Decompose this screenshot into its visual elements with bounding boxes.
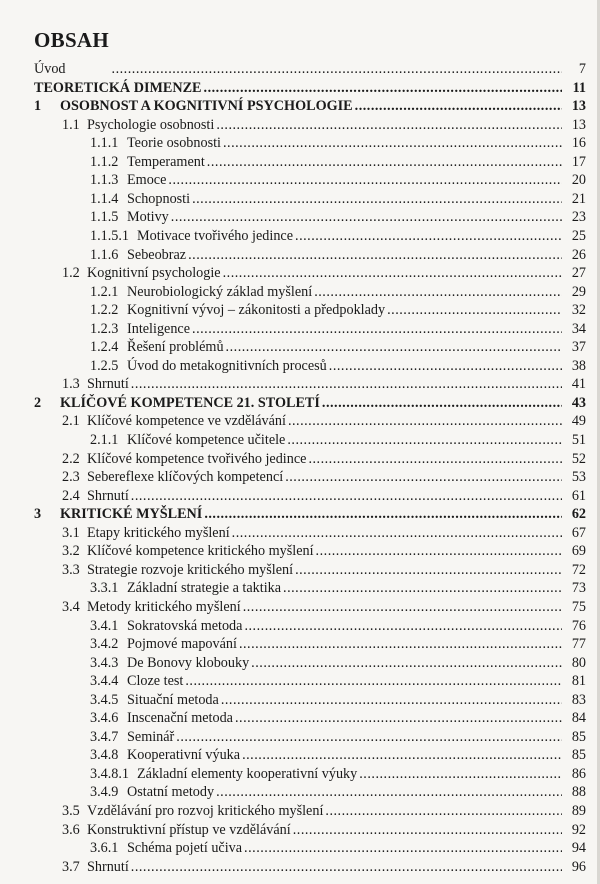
- toc-entry-page: 51: [571, 432, 586, 448]
- dot-leader: [192, 320, 562, 338]
- toc-entry-title: Strategie rozvoje kritického myšlení: [87, 561, 294, 578]
- toc-entry-page: 76: [571, 617, 586, 634]
- toc-entry: [90, 579, 586, 597]
- toc-entry-number: 2.1.1: [90, 432, 119, 448]
- toc-entry-number: 3.3: [62, 561, 80, 578]
- toc-entry-title: Klíčové kompetence učitele: [127, 432, 286, 448]
- toc-entry: [90, 320, 586, 338]
- toc-entry-number: 2.3: [62, 469, 80, 486]
- toc-entry-title: Úvod: [34, 61, 66, 77]
- toc-entry-number: 1.1: [62, 116, 80, 133]
- dot-leader: [244, 839, 562, 857]
- dot-leader: [287, 431, 562, 449]
- dot-leader: [316, 542, 562, 560]
- toc-entry-page: 25: [571, 227, 586, 244]
- toc-entry-page: 13: [571, 116, 586, 133]
- toc-entry-title: Kognitivní vývoj – zákonitosti a předpoklady: [127, 302, 386, 319]
- toc-entry-title: Klíčové kompetence ve vzdělávání: [87, 413, 286, 430]
- toc-entry-title: De Bonovy klobouky: [127, 654, 250, 671]
- dot-leader: [232, 524, 562, 542]
- toc-entry-title: Shrnutí: [87, 487, 129, 504]
- dot-leader: [188, 246, 562, 264]
- toc-entry-number: 3.4.8: [90, 747, 119, 764]
- toc-entry-title: Shrnutí: [87, 376, 129, 393]
- toc-entry: [34, 505, 586, 523]
- toc-entry-page: 85: [571, 728, 586, 745]
- toc-entry-title: Etapy kritického myšlení: [87, 524, 230, 541]
- toc-entry-number: 3.4.5: [90, 691, 119, 708]
- dot-leader: [131, 375, 562, 393]
- toc-entry: [90, 709, 586, 727]
- toc-entry: [90, 153, 586, 171]
- dot-leader: [329, 357, 562, 375]
- toc-entry-number: 3: [34, 506, 42, 523]
- toc-entry-number: 1.2.2: [90, 302, 119, 319]
- toc-entry-page: 7: [578, 61, 586, 77]
- toc-entry-page: 96: [571, 858, 586, 875]
- toc-entry-title: KLÍČOVÉ KOMPETENCE 21. STOLETÍ: [60, 394, 320, 411]
- toc-entry: [62, 802, 586, 820]
- dot-leader: [235, 709, 562, 727]
- toc-entry-page: 77: [571, 636, 586, 653]
- toc-entry-title: Ostatní metody: [127, 784, 215, 801]
- toc-entry-page: 29: [571, 283, 586, 300]
- dot-leader: [204, 505, 562, 523]
- toc-entry-title: Situační metoda: [127, 691, 219, 708]
- toc-entry-number: 3.2: [62, 543, 80, 560]
- toc-entry: [62, 264, 586, 282]
- toc-entry-title: Temperament: [127, 153, 205, 170]
- toc-entry-number: 2.2: [62, 450, 80, 467]
- toc-entry-page: 52: [571, 450, 586, 467]
- toc-entry-number: 1.1.3: [90, 172, 119, 189]
- toc-entry: [62, 561, 586, 579]
- toc-entry: [90, 728, 586, 746]
- toc-entry-title: OSOBNOST A KOGNITIVNÍ PSYCHOLOGIE: [60, 98, 353, 115]
- toc-entry-page: 27: [571, 265, 586, 282]
- toc-entry-number: 3.4.8.1: [90, 765, 130, 782]
- toc-entry: [90, 672, 586, 690]
- toc-entry-number: 1.1.4: [90, 190, 119, 207]
- toc-entry-page: 16: [571, 135, 586, 152]
- toc-entry-number: 1.1.1: [90, 135, 119, 152]
- toc-entry-title: Sebereflexe klíčových kompetencí: [87, 469, 284, 486]
- toc-entry-title: Psychologie osobnosti: [87, 116, 215, 133]
- toc-entry: [90, 134, 586, 152]
- toc-entry-number: 1.1.2: [90, 153, 119, 170]
- toc-entry-page: 17: [571, 153, 586, 170]
- dot-leader: [207, 153, 562, 171]
- toc-entry-title: Neurobiologický základ myšlení: [127, 283, 313, 300]
- toc-entry-page: 83: [571, 691, 586, 708]
- toc-entry-page: 73: [571, 580, 586, 597]
- dot-leader: [322, 394, 562, 412]
- toc-entry-number: 1.2.1: [90, 283, 119, 300]
- dot-leader: [221, 691, 562, 709]
- toc-entry-number: 1.2.5: [90, 357, 119, 374]
- toc-entry-number: 3.4.4: [90, 673, 119, 690]
- toc-entry: [90, 246, 586, 264]
- toc-entry-page: 13: [571, 98, 586, 115]
- toc-entry-number: 1.2.3: [90, 320, 119, 337]
- dot-leader: [242, 746, 562, 764]
- toc-entry-page: 92: [571, 821, 586, 838]
- toc-entry-number: 3.4.7: [90, 728, 119, 745]
- toc-entry-page: 80: [571, 654, 586, 671]
- dot-leader: [131, 858, 562, 876]
- toc-entry-page: 88: [571, 784, 586, 801]
- toc-entry-number: 3.4.9: [90, 784, 119, 801]
- dot-leader: [295, 227, 562, 245]
- toc-entry-number: 1.2.4: [90, 339, 119, 356]
- toc-entry: [62, 375, 586, 393]
- toc-entry: [62, 598, 586, 616]
- toc-entry: [90, 301, 586, 319]
- toc-entry: [34, 97, 586, 115]
- toc-entry-page: 67: [571, 524, 586, 541]
- toc-entry: [90, 227, 586, 245]
- toc-entry-number: 3.4: [62, 598, 80, 615]
- toc-entry-number: 2.1: [62, 413, 80, 430]
- toc-entry-page: 21: [571, 190, 586, 207]
- toc-entry: [90, 208, 586, 226]
- toc-entry: [62, 524, 586, 542]
- toc-entry-number: 3.5: [62, 803, 80, 819]
- dot-leader: [216, 783, 562, 801]
- dot-leader: [226, 338, 562, 356]
- toc-entry-page: 34: [571, 320, 586, 337]
- toc-entry: [62, 542, 586, 560]
- toc-entry-page: 89: [571, 803, 586, 819]
- toc-heading: OBSAH: [34, 28, 110, 52]
- toc-entry-page: 49: [571, 413, 586, 430]
- dot-leader: [185, 672, 562, 690]
- toc-entry: [90, 283, 586, 301]
- toc-entry-number: 3.4.6: [90, 710, 119, 727]
- toc-entry: [90, 765, 586, 783]
- toc-entry-title: Teorie osobnosti: [127, 135, 221, 152]
- toc-entry: [62, 821, 586, 839]
- dot-leader: [168, 171, 562, 189]
- toc-entry-title: KRITICKÉ MYŠLENÍ: [60, 506, 203, 523]
- toc-entry-title: Úvod do metakognitivních procesů: [127, 357, 327, 374]
- toc-entry-page: 23: [571, 209, 586, 226]
- toc-entry-page: 61: [571, 487, 586, 504]
- toc-entry: [90, 190, 586, 208]
- toc-entry: [90, 654, 586, 672]
- toc-entry: [90, 431, 586, 449]
- toc-entry: [62, 858, 586, 876]
- dot-leader: [387, 301, 562, 319]
- toc-entry-number: 1.3: [62, 376, 80, 393]
- toc-entry-title: Klíčové kompetence tvořivého jedince: [87, 450, 307, 467]
- dot-leader: [251, 654, 562, 672]
- toc-entry-number: 3.6: [62, 821, 80, 838]
- dot-leader: [239, 635, 562, 653]
- toc-entry-title: Schopnosti: [127, 190, 191, 207]
- toc-entry: [90, 171, 586, 189]
- toc-entry-number: 1.1.5.1: [90, 227, 130, 244]
- toc-entry-number: 3.1: [62, 524, 80, 541]
- toc-entry-title: Inscenační metoda: [127, 710, 233, 727]
- dot-leader: [308, 450, 562, 468]
- toc-entry-number: 2.4: [62, 487, 80, 504]
- toc-entry-page: 85: [571, 747, 586, 764]
- toc-entry-page: 38: [571, 357, 586, 374]
- toc-entry-number: 1.2: [62, 265, 80, 282]
- toc-entry-title: Řešení problémů: [127, 339, 224, 356]
- toc-entry-page: 53: [571, 469, 586, 486]
- toc-entry: [62, 468, 586, 486]
- dot-leader: [359, 765, 562, 783]
- dot-leader: [223, 264, 562, 282]
- toc-entry-title: Metody kritického myšlení: [87, 598, 241, 615]
- toc-entry: [90, 746, 586, 764]
- dot-leader: [204, 79, 562, 97]
- dot-leader: [314, 283, 562, 301]
- toc-entry-title: Sokratovská metoda: [127, 617, 243, 634]
- toc-entry: [34, 79, 586, 97]
- toc-entry: [90, 338, 586, 356]
- toc-entry-title: TEORETICKÁ DIMENZE: [34, 79, 202, 96]
- toc-entry-page: 75: [571, 598, 586, 615]
- toc-entry-page: 94: [571, 840, 586, 857]
- toc-entry-title: Kooperativní výuka: [127, 747, 241, 764]
- toc-entry-page: 86: [571, 765, 586, 782]
- toc-entry-page: 84: [571, 710, 586, 727]
- toc-entry-page: 72: [571, 561, 586, 578]
- toc-entry: [90, 783, 586, 801]
- dot-leader: [243, 598, 562, 616]
- toc-entry: [62, 487, 586, 505]
- dot-leader: [295, 561, 562, 579]
- toc-entry-number: 3.4.1: [90, 617, 119, 634]
- toc-entry-title: Shrnutí: [87, 858, 129, 875]
- toc-entry-number: 1.1.6: [90, 246, 119, 263]
- toc-entry-page: 26: [571, 246, 586, 263]
- toc-entry-title: Inteligence: [127, 320, 191, 337]
- dot-leader: [131, 487, 562, 505]
- toc-entry-title: Schéma pojetí učiva: [127, 840, 243, 857]
- dot-leader: [283, 579, 562, 597]
- toc-entry: [62, 450, 586, 468]
- dot-leader: [176, 728, 562, 746]
- toc-entry-page: 32: [571, 302, 586, 319]
- toc-entry-title: Základní strategie a taktika: [127, 580, 282, 597]
- toc-entry-page: 69: [571, 543, 586, 560]
- toc-entry-title: Pojmové mapování: [127, 636, 237, 653]
- dot-leader: [288, 412, 562, 430]
- toc-entry-title: Seminář: [127, 728, 175, 745]
- dot-leader: [171, 208, 562, 226]
- dot-leader: [325, 802, 562, 820]
- toc-entry-number: 2: [34, 394, 42, 411]
- toc-entry: [90, 635, 586, 653]
- dot-leader: [293, 821, 562, 839]
- toc-entry: [90, 839, 586, 857]
- toc-entry: [34, 394, 586, 412]
- toc-entry-title: Kognitivní psychologie: [87, 265, 221, 282]
- toc-entry-title: Cloze test: [127, 673, 184, 690]
- toc-entry: [90, 691, 586, 709]
- toc-entry-number: 3.4.3: [90, 654, 119, 671]
- toc-entry-number: 1: [34, 98, 42, 115]
- dot-leader: [223, 134, 562, 152]
- toc-entry-title: Sebeobraz: [127, 246, 187, 263]
- toc-entry-page: 41: [571, 376, 586, 393]
- toc-entry-number: 3.6.1: [90, 840, 119, 857]
- toc-entry: [90, 617, 586, 635]
- toc-entry-page: 20: [571, 172, 586, 189]
- toc-entry-title: Základní elementy kooperativní výuky: [137, 765, 358, 782]
- toc-entry-title: Vzdělávání pro rozvoj kritického myšlení: [87, 803, 324, 819]
- toc-entry-title: Konstruktivní přístup ve vzdělávání: [87, 821, 291, 838]
- toc-entry-page: 81: [571, 673, 586, 690]
- toc-entry-number: 1.1.5: [90, 209, 119, 226]
- toc-entry-number: 3.4.2: [90, 636, 119, 653]
- dot-leader: [244, 617, 562, 635]
- toc-entry-page: 37: [571, 339, 586, 356]
- toc-entry: [90, 357, 586, 375]
- toc-entry: [34, 60, 586, 78]
- toc-entry-number: 3.3.1: [90, 580, 119, 597]
- toc-entry-page: 62: [571, 506, 586, 523]
- dot-leader: [112, 60, 562, 78]
- toc-entry-number: 3.7: [62, 858, 80, 875]
- dot-leader: [355, 97, 562, 115]
- toc-entry: [62, 412, 586, 430]
- toc-entry: [62, 116, 586, 134]
- toc-entry-title: Emoce: [127, 172, 167, 189]
- toc-entry-title: Motivy: [127, 209, 169, 226]
- toc-entry-page: 11: [572, 79, 586, 96]
- toc-entry-page: 43: [571, 394, 586, 411]
- toc-entry-title: Motivace tvořivého jedince: [137, 227, 294, 244]
- dot-leader: [192, 190, 562, 208]
- toc-entry-title: Klíčové kompetence kritického myšlení: [87, 543, 314, 560]
- dot-leader: [216, 116, 562, 134]
- dot-leader: [285, 468, 562, 486]
